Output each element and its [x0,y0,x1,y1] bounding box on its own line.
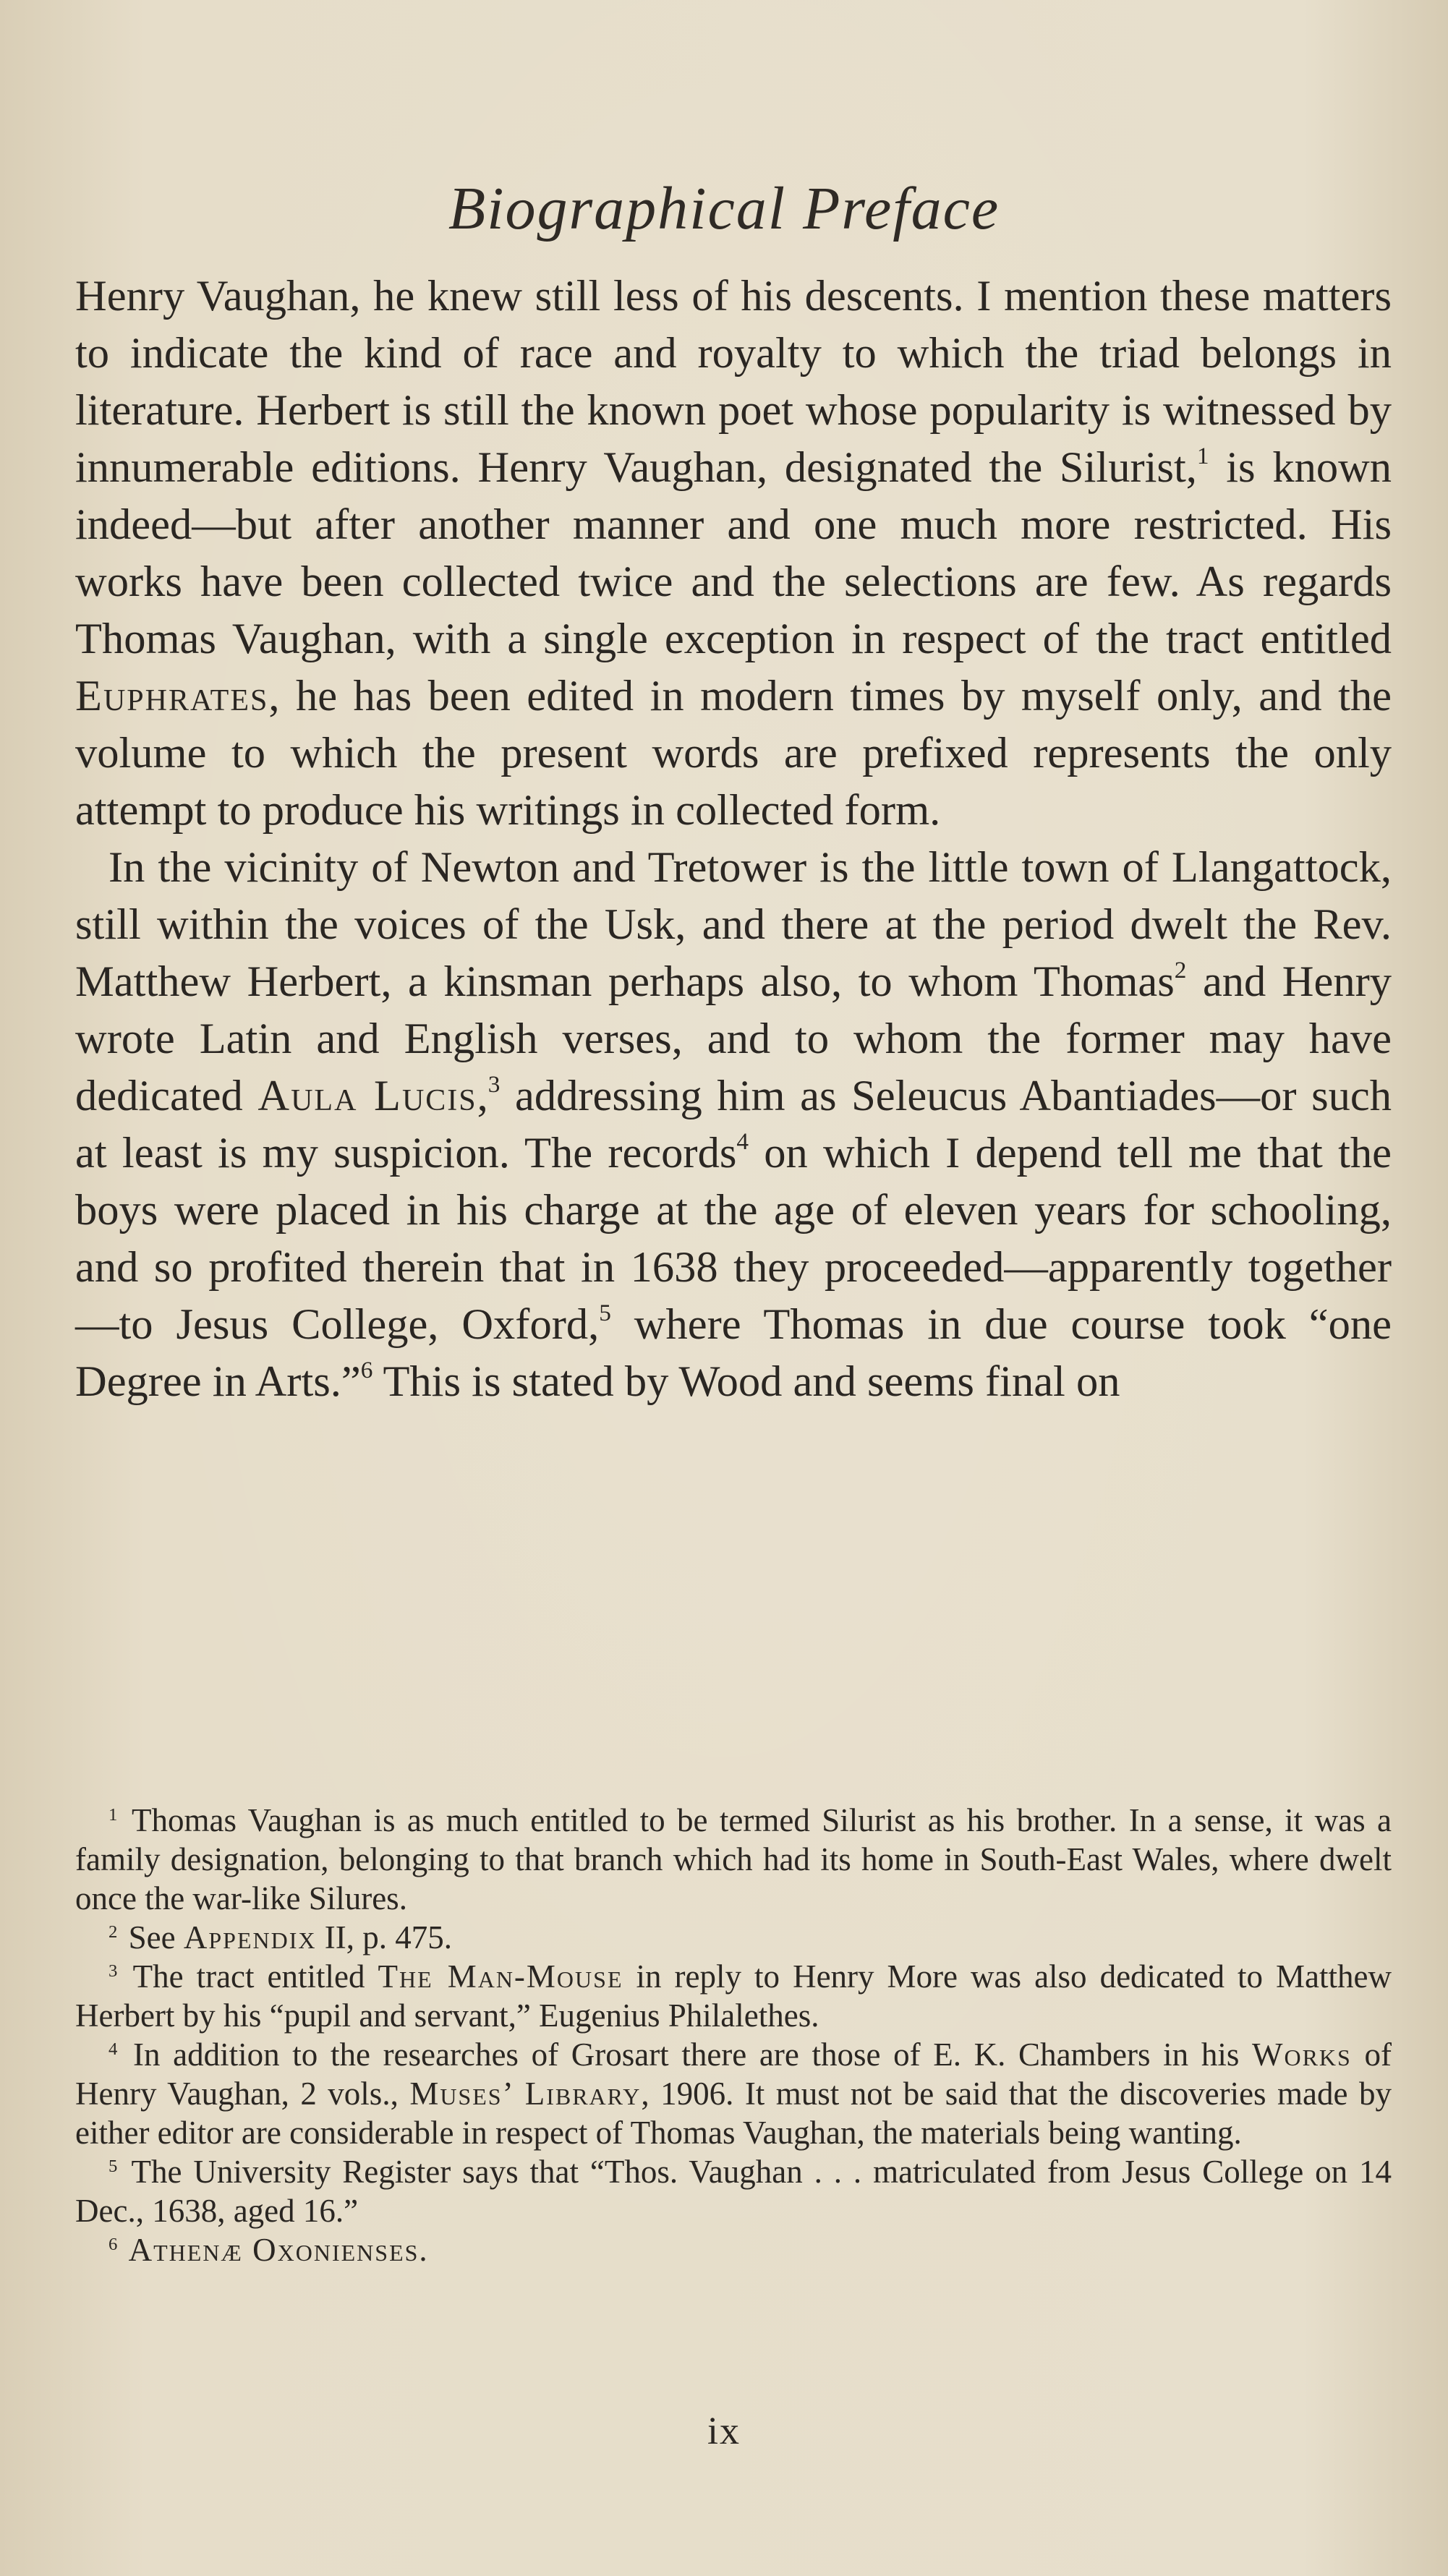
paragraph-1 [75,268,1392,839]
text-run [120,2232,128,2268]
text-run: II, p. 475. [316,1919,452,1956]
footnotes [75,1801,1392,2269]
text-run: Henry Vaughan, he knew still less of his descents. I mention these matters to indicate the kind of race and royalty to which the triad belongs in literature. Herbert is still the known poet whose popularity is witnessed by innumerable editions. Henry Vaughan, designated the Silurist, [75,272,1392,492]
footnote-reference: 6 [360,1357,373,1384]
text-run: , 1906. It must not be said that the discoveries made by either editor are considerable in respect of Thomas Vaughan, the materials being wanting. [75,2076,1392,2151]
small-caps-title: The Man-Mouse [378,1958,623,1995]
footnote-reference: 5 [599,1300,611,1327]
text-run: is known indeed—but after another manner and one much more restricted. His works have been collected twice and the selections are few. As regards Thomas Vaughan, with a single exception in respect of the tract entitled [75,443,1392,663]
footnote-number: 2 [108,1922,118,1942]
text-run: Thomas Vaughan is as much entitled to be termed Silurist as his brother. In a sense, it was a family designation, belonging to that branch which had its home in South-East Wales, where dwelt once the war-like Silures. [75,1802,1392,1916]
footnote-4 [75,2035,1392,2152]
text-run: The University Register says that “Thos. Vaughan . . . matriculated from Jesus College on 14 Dec., 1638, aged 16.” [75,2154,1392,2229]
footnote-reference: 2 [1174,957,1187,984]
small-caps-title: Works [1252,2037,1352,2073]
text-run: The tract entitled [120,1958,378,1995]
footnote-reference: 1 [1196,443,1209,470]
text-run: in reply to Henry More was also dedicated to Matthew Herbert by his “pupil and servant,” Eugenius Philalethes. [75,1958,1392,2034]
text-run: . [419,2232,427,2268]
text-run: In the vicinity of Newton and Tretower is the little town of Llangattock, still within the voices of the Usk, and there at the period dwelt the Rev. Matthew Herbert, a kinsman perhaps also, to whom Thomas [75,843,1392,1006]
text-run: , [477,1072,488,1120]
small-caps-title: Muses’ Library [409,2076,642,2112]
page-number: ix [707,2409,741,2452]
footnote-number: 5 [108,2157,118,2177]
text-run: on which I depend tell me that the boys were placed in his charge at the age of eleven years for schooling, and so profited therein that in 1638 they proceeded—apparently together—to Jesus College, Oxford, [75,1129,1392,1349]
text-run: of Henry Vaughan, 2 vols., [75,2037,1392,2112]
footnote-2 [75,1918,1392,1957]
footnote-reference: 4 [736,1128,749,1156]
footnote-number: 3 [108,1961,118,1982]
text-run: addressing him as Seleucus Abantiades—or such at least is my suspicion. The records [75,1072,1392,1177]
paragraph-2 [75,839,1392,1410]
text-run: , he has been edited in modern times by myself only, and the volume to which the present words are prefixed represents the only attempt to produce his writings in collected form. [75,672,1392,835]
text-run: In addition to the researches of Grosart there are those of E. K. Chambers in his [120,2037,1252,2073]
small-caps-title: Aula Lucis [257,1072,477,1120]
footnote-3 [75,1957,1392,2035]
text-run: This is stated by Wood and seems final on [372,1357,1120,1406]
small-caps-title: Athenæ Oxonienses [128,2232,420,2268]
footnote-6 [75,2230,1392,2269]
footnote-number: 1 [108,1805,118,1825]
text-run: See [120,1919,184,1956]
small-caps-title: Appendix [183,1919,317,1956]
body-text [75,268,1392,1410]
small-caps-title: Euphrates [75,672,269,720]
footnote-5 [75,2152,1392,2230]
text-run: where Thomas in due course took “one Degree in Arts.” [75,1300,1392,1406]
footnote-1 [75,1801,1392,1918]
running-head: Biographical Preface [448,175,1000,242]
footnote-reference: 3 [487,1071,501,1099]
footnote-number: 4 [108,2039,118,2060]
footnote-number: 6 [108,2235,118,2255]
text-run: and Henry wrote Latin and English verses, and to whom the former may have dedicated [75,958,1392,1120]
